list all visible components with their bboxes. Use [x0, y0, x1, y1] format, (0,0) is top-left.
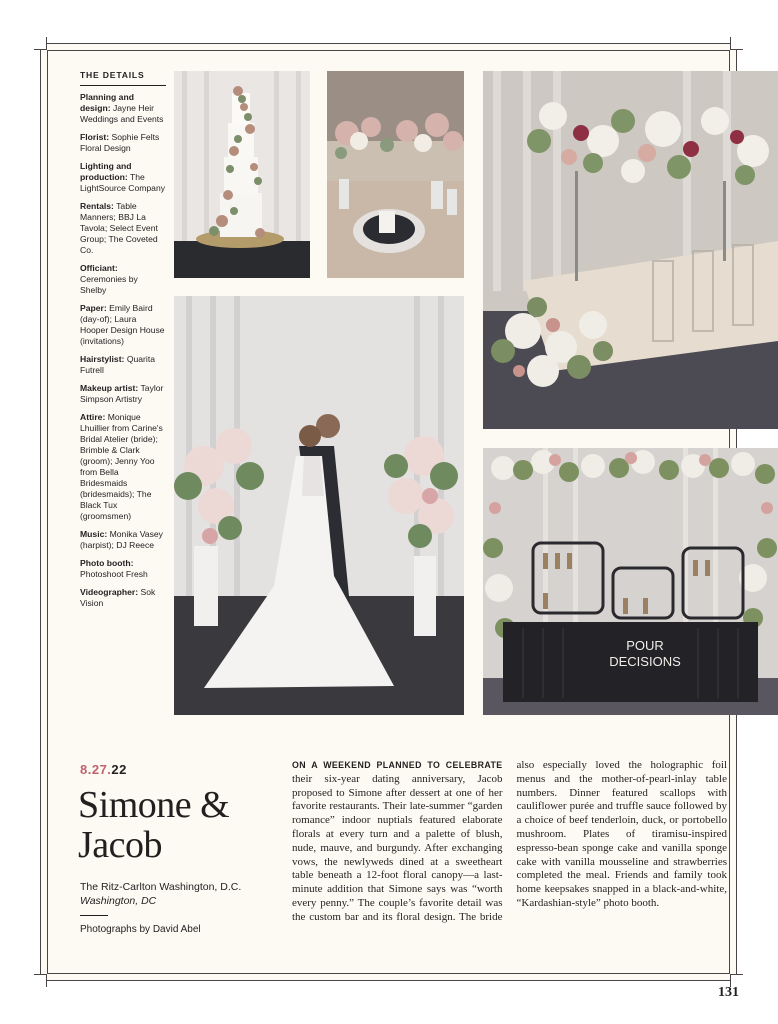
photographer-credit: Photographs by David Abel	[80, 924, 201, 935]
photo-floral-bar	[483, 448, 778, 715]
couple-names	[78, 785, 278, 865]
credit-vendor: Photoshoot Fresh	[80, 569, 148, 579]
credit-role: Videographer:	[80, 587, 139, 597]
page-number: 131	[718, 985, 739, 1000]
credit-role: Paper:	[80, 303, 107, 313]
credit-item	[80, 201, 166, 256]
border-corner	[34, 37, 47, 50]
credit-vendor: Monika Vasey (harpist); DJ Reece	[80, 529, 163, 550]
border-corner	[34, 974, 47, 987]
credit-vendor: Monique Lhuillier from Carine's Bridal Atelier (bride); Brimble & Clark (groom); Jenny Yoo from Bella Bridesmaids (bridesmaids); The Black Tux (groomsmen)	[80, 412, 163, 521]
credit-item	[80, 383, 166, 405]
credit-role: Makeup artist:	[80, 383, 139, 393]
credit-role: Rentals:	[80, 201, 114, 211]
credit-item	[80, 263, 166, 296]
credit-role: Officiant:	[80, 263, 118, 273]
credit-item	[80, 303, 166, 347]
credits-list	[80, 92, 166, 609]
credit-item	[80, 412, 166, 522]
credit-item	[80, 92, 166, 125]
venue	[80, 880, 280, 908]
details-sidebar	[80, 70, 166, 616]
photo-wedding-cake	[174, 71, 310, 278]
divider	[80, 915, 108, 916]
date-year: 22	[111, 762, 127, 777]
names-line1: Simone &	[78, 784, 230, 826]
names-line2: Jacob	[78, 824, 163, 866]
credit-vendor: Emily Baird (day-of); Laura Hooper Design House (invitations)	[80, 303, 165, 346]
wedding-date	[80, 762, 127, 777]
story-body: their six-year dating anniversary, Jacob proposed to Simone after dessert at one of her favorite restaurants. Their late-summer “garden romance” indoor nuptials featured elaborate florals at every turn and a palette of blush, nude, mauve, and burgundy. After exchanging vows, the newlyweds dined at a sweetheart table beneath a 12-foot floral canopy—a last-minute addition that Simone says was “worth every penny.” The couple’s favorite detail was the custom bar and its floral design. The bride also especially loved the holographic foil menus and the mother-of-pearl-inlay table numbers. Dinner featured scallops with cauliflower purée and truffle sauce followed by a choice of beef tenderloin, duck, or portobello mushroom. Plates of tiramisu-inspired espresso-bean sponge cake and vanilla sponge cake with vanilla mousseline and strawberries completed the meal. Friends and family took home keepsakes snapped in a black-and-white, “Kardashian-style” photo booth.	[292, 759, 727, 923]
credit-role: Music:	[80, 529, 108, 539]
story-lead: ON A WEEKEND PLANNED TO CELEBRATE	[292, 760, 503, 770]
venue-name: The Ritz-Carlton Washington, D.C.	[80, 881, 242, 893]
credit-role: Florist:	[80, 132, 110, 142]
credit-vendor: Taylor Simpson Artistry	[80, 383, 164, 404]
credit-item	[80, 161, 166, 194]
date-month-day: 8.27.	[80, 762, 112, 777]
details-heading: THE DETAILS	[80, 70, 166, 86]
credit-vendor: Table Manners; BBJ La Tavola; Select Event Group; The Coveted Co.	[80, 201, 158, 255]
story-text	[292, 759, 727, 954]
photo-place-setting	[327, 71, 464, 278]
credit-item	[80, 354, 166, 376]
photo-reception-table	[483, 71, 778, 429]
credit-role: Planning and design:	[80, 92, 134, 113]
credit-item	[80, 529, 166, 551]
border-corner	[730, 37, 743, 50]
photo-ceremony-kiss	[174, 296, 464, 715]
credit-role: Attire:	[80, 412, 106, 422]
credit-item	[80, 558, 166, 580]
credit-item	[80, 587, 166, 609]
credit-vendor: Quarita Futrell	[80, 354, 155, 375]
bar-sign-line1: POUR	[626, 638, 664, 653]
credit-role: Hairstylist:	[80, 354, 125, 364]
credit-vendor: Ceremonies by Shelby	[80, 274, 138, 295]
credit-item	[80, 132, 166, 154]
bar-sign-line2: DECISIONS	[609, 654, 681, 669]
credit-vendor: The LightSource Company	[80, 172, 166, 193]
credit-vendor: Jayne Heir Weddings and Events	[80, 103, 164, 124]
credit-vendor: Sok Vision	[80, 587, 156, 608]
credit-vendor: Sophie Felts Floral Design	[80, 132, 160, 153]
credit-role: Photo booth:	[80, 558, 134, 568]
credit-role: Lighting and production:	[80, 161, 132, 182]
venue-city: Washington, DC	[80, 895, 157, 907]
